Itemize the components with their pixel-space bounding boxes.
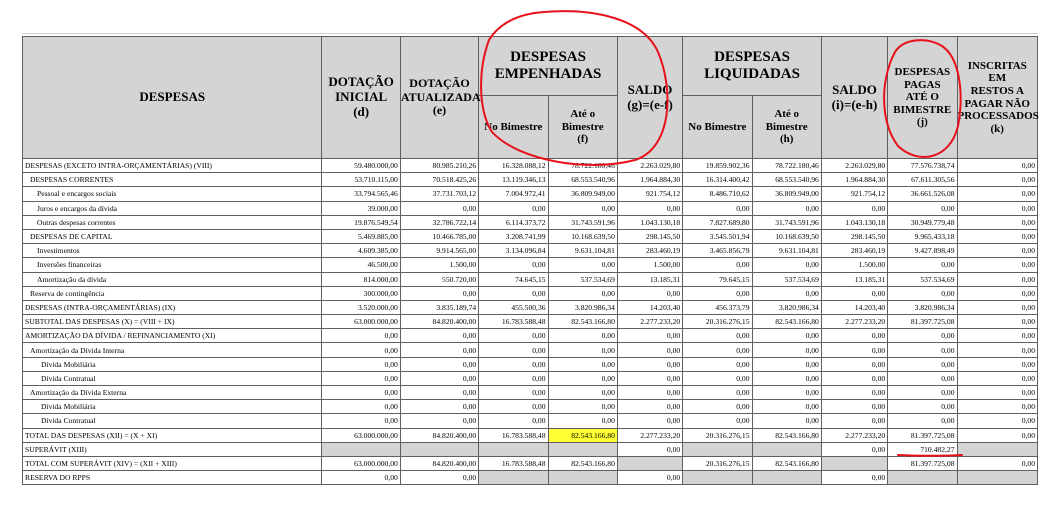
row-label: Outras despesas correntes [23, 215, 322, 229]
cell-liq-ate-bimestre: 3.820.986,34 [752, 300, 821, 314]
cell-liq-ate-bimestre: 0,00 [752, 400, 821, 414]
row-label: Pessoal e encargos sociais [23, 187, 322, 201]
cell-pagas: 77.576.738,74 [888, 159, 957, 173]
cell-saldo-g: 921.754,12 [617, 187, 682, 201]
cell-emp-no-bimestre: 0,00 [479, 386, 548, 400]
cell-emp-no-bimestre: 3.134.096,84 [479, 244, 548, 258]
cell-dotacao-inicial: 0,00 [322, 329, 400, 343]
header-liq-no-bimestre: No Bimestre [683, 96, 752, 159]
cell-pagas: 0,00 [888, 201, 957, 215]
cell-dotacao-atualizada: 84.820.400,00 [400, 315, 478, 329]
cell-liq-ate-bimestre: 68.553.540,96 [752, 173, 821, 187]
cell-dotacao-atualizada: 32.786.722,14 [400, 215, 478, 229]
cell-dotacao-atualizada: 80.985.210,26 [400, 159, 478, 173]
row-label: TOTAL DAS DESPESAS (XII) = (X + XI) [23, 428, 322, 442]
cell-liq-no-bimestre: 8.486.710,62 [683, 187, 752, 201]
cell-saldo-i: 283.460,19 [821, 244, 887, 258]
cell-inscritas: 0,00 [957, 173, 1038, 187]
cell-dotacao-atualizada: 0,00 [400, 386, 478, 400]
cell-liq-no-bimestre: 7.827.689,80 [683, 215, 752, 229]
row-label: Amortização da Dívida Externa [23, 386, 322, 400]
cell-inscritas: 0,00 [957, 300, 1038, 314]
cell-emp-no-bimestre: 3.208.741,99 [479, 229, 548, 243]
row-label: Amortização da dívida [23, 272, 322, 286]
cell-dotacao-atualizada: 0,00 [400, 371, 478, 385]
cell-inscritas: 0,00 [957, 414, 1038, 428]
cell-inscritas: 0,00 [957, 329, 1038, 343]
cell-emp-no-bimestre: 16.783.588,48 [479, 315, 548, 329]
cell-liq-no-bimestre: 0,00 [683, 386, 752, 400]
cell-saldo-g: 2.277.233,20 [617, 315, 682, 329]
row-label: DESPESAS (INTRA-ORÇAMENTÁRIAS) (IX) [23, 300, 322, 314]
cell-emp-no-bimestre: 0,00 [479, 258, 548, 272]
cell-emp-no-bimestre: 0,00 [479, 414, 548, 428]
cell-dotacao-atualizada: 84.820.400,00 [400, 428, 478, 442]
row-label: SUPERÁVIT (XIII) [23, 442, 322, 456]
cell-pagas: 30.949.779,48 [888, 215, 957, 229]
table-body [23, 159, 1038, 485]
cell-saldo-i: 13.185,31 [821, 272, 887, 286]
cell-liq-ate-bimestre: 9.631.104,81 [752, 244, 821, 258]
row-label: Amortização da Dívida Interna [23, 343, 322, 357]
cell-liq-ate-bimestre: 0,00 [752, 201, 821, 215]
cell-liq-no-bimestre: 20.316.276,15 [683, 428, 752, 442]
cell-emp-ate-bimestre: 0,00 [548, 371, 617, 385]
cell-emp-no-bimestre: 13.119.346,13 [479, 173, 548, 187]
cell-emp-no-bimestre: 16.328.088,12 [479, 159, 548, 173]
cell-liq-no-bimestre [683, 471, 752, 485]
expense-table [22, 36, 1038, 485]
cell-emp-ate-bimestre: 31.743.591,96 [548, 215, 617, 229]
cell-pagas: 0,00 [888, 357, 957, 371]
top-rule [22, 33, 1038, 34]
cell-emp-ate-bimestre: 78.722.180,46 [548, 159, 617, 173]
cell-emp-no-bimestre: 74.645,15 [479, 272, 548, 286]
table-row [23, 371, 1038, 385]
cell-inscritas: 0,00 [957, 400, 1038, 414]
cell-emp-no-bimestre: 0,00 [479, 371, 548, 385]
cell-pagas: 0,00 [888, 258, 957, 272]
cell-emp-no-bimestre: 16.783.588,48 [479, 456, 548, 470]
cell-emp-ate-bimestre: 82.543.166,80 [548, 315, 617, 329]
table-row [23, 201, 1038, 215]
row-label: SUBTOTAL DAS DESPESAS (X) = (VIII + IX) [23, 315, 322, 329]
cell-inscritas: 0,00 [957, 159, 1038, 173]
cell-liq-ate-bimestre: 0,00 [752, 343, 821, 357]
cell-saldo-g: 0,00 [617, 201, 682, 215]
cell-liq-ate-bimestre: 82.543.166,80 [752, 315, 821, 329]
cell-emp-no-bimestre: 6.114.373,72 [479, 215, 548, 229]
cell-pagas: 537.534,69 [888, 272, 957, 286]
cell-dotacao-inicial: 814.000,00 [322, 272, 400, 286]
cell-dotacao-inicial: 63.000.000,00 [322, 428, 400, 442]
cell-inscritas: 0,00 [957, 315, 1038, 329]
table-row [23, 215, 1038, 229]
cell-inscritas: 0,00 [957, 428, 1038, 442]
cell-saldo-i: 0,00 [821, 414, 887, 428]
cell-dotacao-atualizada: 37.731.703,12 [400, 187, 478, 201]
cell-emp-ate-bimestre: 0,00 [548, 414, 617, 428]
header-despesas-empenhadas: DESPESAS EMPENHADAS [479, 37, 618, 96]
cell-pagas [888, 471, 957, 485]
cell-emp-no-bimestre [479, 442, 548, 456]
cell-liq-ate-bimestre: 0,00 [752, 286, 821, 300]
cell-liq-ate-bimestre [752, 442, 821, 456]
header-dotacao-atualizada: DOTAÇÃO ATUALIZADA (e) [400, 37, 478, 159]
cell-saldo-i: 2.277.233,20 [821, 428, 887, 442]
cell-liq-no-bimestre: 0,00 [683, 371, 752, 385]
table-row [23, 343, 1038, 357]
row-label: Reserva de contingência [23, 286, 322, 300]
cell-saldo-g: 0,00 [617, 329, 682, 343]
cell-emp-ate-bimestre [548, 442, 617, 456]
cell-pagas: 9.427.898,49 [888, 244, 957, 258]
cell-dotacao-inicial: 4.609.385,00 [322, 244, 400, 258]
header-emp-no-bimestre: No Bimestre [479, 96, 548, 159]
cell-dotacao-atualizada: 0,00 [400, 400, 478, 414]
cell-emp-ate-bimestre: 3.820.986,34 [548, 300, 617, 314]
cell-pagas: 36.661.526,08 [888, 187, 957, 201]
cell-saldo-i: 298.145,50 [821, 229, 887, 243]
cell-pagas: 3.820.986,34 [888, 300, 957, 314]
cell-liq-no-bimestre: 0,00 [683, 201, 752, 215]
table-row [23, 229, 1038, 243]
header-emp-ate-bimestre: Até o Bimestre (f) [548, 96, 617, 159]
table-row [23, 300, 1038, 314]
cell-inscritas: 0,00 [957, 371, 1038, 385]
cell-dotacao-atualizada: 9.914.565,00 [400, 244, 478, 258]
cell-dotacao-atualizada: 0,00 [400, 329, 478, 343]
table-row [23, 286, 1038, 300]
cell-liq-no-bimestre: 0,00 [683, 286, 752, 300]
cell-dotacao-atualizada: 0,00 [400, 286, 478, 300]
cell-dotacao-atualizada: 0,00 [400, 414, 478, 428]
table-row [23, 414, 1038, 428]
table-row [23, 357, 1038, 371]
cell-dotacao-inicial: 33.794.565,46 [322, 187, 400, 201]
cell-saldo-i: 0,00 [821, 329, 887, 343]
cell-liq-no-bimestre: 16.314.400,42 [683, 173, 752, 187]
table-row [23, 400, 1038, 414]
cell-emp-ate-bimestre: 0,00 [548, 258, 617, 272]
table-row [23, 272, 1038, 286]
cell-dotacao-inicial: 46.500,00 [322, 258, 400, 272]
cell-saldo-i: 0,00 [821, 201, 887, 215]
cell-emp-no-bimestre: 0,00 [479, 343, 548, 357]
cell-liq-ate-bimestre: 0,00 [752, 357, 821, 371]
cell-inscritas: 0,00 [957, 456, 1038, 470]
cell-saldo-g: 0,00 [617, 357, 682, 371]
cell-saldo-i: 0,00 [821, 442, 887, 456]
cell-saldo-g: 0,00 [617, 442, 682, 456]
table-row [23, 244, 1038, 258]
cell-inscritas [957, 471, 1038, 485]
table-row [23, 159, 1038, 173]
cell-liq-no-bimestre: 0,00 [683, 400, 752, 414]
cell-pagas: 0,00 [888, 329, 957, 343]
cell-dotacao-atualizada: 84.820.400,00 [400, 456, 478, 470]
cell-emp-ate-bimestre: 537.534,69 [548, 272, 617, 286]
cell-inscritas: 0,00 [957, 201, 1038, 215]
header-liq-ate-bimestre: Até o Bimestre (h) [752, 96, 821, 159]
cell-emp-ate-bimestre: 36.809.949,00 [548, 187, 617, 201]
cell-saldo-g: 0,00 [617, 414, 682, 428]
cell-dotacao-inicial: 3.520.000,00 [322, 300, 400, 314]
cell-saldo-i: 0,00 [821, 343, 887, 357]
cell-pagas: 67.611.305,56 [888, 173, 957, 187]
cell-saldo-i: 2.263.029,80 [821, 159, 887, 173]
cell-dotacao-inicial: 0,00 [322, 371, 400, 385]
header-despesas-pagas: DESPESAS PAGAS ATÉ O BIMESTRE (j) [888, 37, 957, 159]
row-label: RESERVA DO RPPS [23, 471, 322, 485]
cell-saldo-g: 0,00 [617, 400, 682, 414]
table-row [23, 315, 1038, 329]
cell-pagas: 0,00 [888, 343, 957, 357]
cell-inscritas: 0,00 [957, 258, 1038, 272]
cell-liq-ate-bimestre: 10.168.639,50 [752, 229, 821, 243]
cell-pagas: 0,00 [888, 286, 957, 300]
cell-pagas: 0,00 [888, 386, 957, 400]
cell-inscritas [957, 442, 1038, 456]
cell-emp-no-bimestre: 455.500,36 [479, 300, 548, 314]
cell-liq-no-bimestre: 20.316.276,15 [683, 315, 752, 329]
cell-liq-no-bimestre: 0,00 [683, 329, 752, 343]
cell-liq-no-bimestre: 79.645,15 [683, 272, 752, 286]
cell-dotacao-atualizada [400, 442, 478, 456]
table-row [23, 329, 1038, 343]
cell-dotacao-inicial: 0,00 [322, 343, 400, 357]
cell-saldo-i: 2.277.233,20 [821, 315, 887, 329]
cell-liq-ate-bimestre: 36.809.949,00 [752, 187, 821, 201]
table-row [23, 386, 1038, 400]
table-header [23, 37, 1038, 159]
cell-saldo-i: 1.964.884,30 [821, 173, 887, 187]
cell-dotacao-atualizada: 0,00 [400, 471, 478, 485]
cell-pagas: 81.397.725,08 [888, 456, 957, 470]
cell-inscritas: 0,00 [957, 272, 1038, 286]
cell-liq-no-bimestre: 19.859.902,36 [683, 159, 752, 173]
table-row [23, 258, 1038, 272]
cell-emp-no-bimestre [479, 471, 548, 485]
cell-liq-no-bimestre: 0,00 [683, 357, 752, 371]
table-row [23, 187, 1038, 201]
row-label: TOTAL COM SUPERÁVIT (XIV) = (XII + XIII) [23, 456, 322, 470]
row-label: Inversões financeiras [23, 258, 322, 272]
cell-emp-ate-bimestre: 68.553.540,96 [548, 173, 617, 187]
cell-dotacao-atualizada: 1.500,00 [400, 258, 478, 272]
cell-liq-no-bimestre: 3.545.501,94 [683, 229, 752, 243]
cell-pagas: 81.397.725,08 [888, 315, 957, 329]
cell-inscritas: 0,00 [957, 244, 1038, 258]
cell-liq-ate-bimestre: 0,00 [752, 371, 821, 385]
cell-emp-ate-bimestre [548, 471, 617, 485]
cell-pagas: 81.397.725,08 [888, 428, 957, 442]
header-despesas: DESPESAS [23, 37, 322, 159]
cell-emp-no-bimestre: 16.783.588,48 [479, 428, 548, 442]
table-row [23, 428, 1038, 442]
cell-emp-ate-bimestre: 0,00 [548, 329, 617, 343]
cell-inscritas: 0,00 [957, 386, 1038, 400]
cell-emp-ate-bimestre: 0,00 [548, 386, 617, 400]
cell-pagas: 0,00 [888, 414, 957, 428]
cell-liq-ate-bimestre: 82.543.166,80 [752, 456, 821, 470]
cell-dotacao-inicial: 39.000,00 [322, 201, 400, 215]
row-label: DESPESAS DE CAPITAL [23, 229, 322, 243]
cell-dotacao-inicial: 63.000.000,00 [322, 456, 400, 470]
cell-liq-no-bimestre [683, 442, 752, 456]
cell-saldo-g: 2.277.233,20 [617, 428, 682, 442]
cell-saldo-i: 0,00 [821, 371, 887, 385]
cell-emp-ate-bimestre: 0,00 [548, 201, 617, 215]
cell-emp-ate-bimestre: 0,00 [548, 357, 617, 371]
row-label: Dívida Mobiliária [23, 400, 322, 414]
cell-emp-ate-bimestre: 0,00 [548, 343, 617, 357]
cell-dotacao-inicial: 59.480.000,00 [322, 159, 400, 173]
row-label: DESPESAS (EXCETO INTRA-ORÇAMENTÁRIAS) (VIII) [23, 159, 322, 173]
cell-dotacao-atualizada: 0,00 [400, 343, 478, 357]
cell-saldo-g: 2.263.029,80 [617, 159, 682, 173]
cell-dotacao-inicial: 5.469.885,00 [322, 229, 400, 243]
cell-saldo-i [821, 456, 887, 470]
cell-saldo-i: 0,00 [821, 357, 887, 371]
cell-dotacao-inicial: 63.000.000,00 [322, 315, 400, 329]
cell-dotacao-inicial: 0,00 [322, 357, 400, 371]
header-saldo-i: SALDO (i)=(e-h) [821, 37, 887, 159]
cell-saldo-i: 0,00 [821, 400, 887, 414]
cell-dotacao-inicial: 53.710.115,00 [322, 173, 400, 187]
cell-saldo-i: 0,00 [821, 286, 887, 300]
cell-inscritas: 0,00 [957, 286, 1038, 300]
cell-dotacao-inicial: 0,00 [322, 471, 400, 485]
table-row [23, 471, 1038, 485]
cell-saldo-i: 0,00 [821, 471, 887, 485]
cell-emp-ate-bimestre: 82.543.166,80 [548, 456, 617, 470]
cell-liq-ate-bimestre: 31.743.591,96 [752, 215, 821, 229]
cell-emp-ate-bimestre: 10.168.639,50 [548, 229, 617, 243]
header-saldo-g: SALDO (g)=(e-f) [617, 37, 682, 159]
cell-dotacao-atualizada: 0,00 [400, 201, 478, 215]
cell-saldo-g: 0,00 [617, 471, 682, 485]
cell-emp-ate-bimestre: 0,00 [548, 286, 617, 300]
cell-dotacao-inicial: 0,00 [322, 386, 400, 400]
cell-pagas: 9.965.433,18 [888, 229, 957, 243]
cell-emp-ate-bimestre: 9.631.104,81 [548, 244, 617, 258]
cell-saldo-g: 0,00 [617, 386, 682, 400]
cell-pagas: 710.482,27 [888, 442, 957, 456]
cell-emp-no-bimestre: 0,00 [479, 201, 548, 215]
cell-emp-ate-bimestre: 82.543.166,80 [548, 428, 617, 442]
cell-saldo-g [617, 456, 682, 470]
cell-dotacao-atualizada: 0,00 [400, 357, 478, 371]
cell-liq-no-bimestre: 0,00 [683, 258, 752, 272]
cell-saldo-i: 0,00 [821, 386, 887, 400]
header-inscritas-restos: INSCRITAS EM RESTOS A PAGAR NÃO PROCESSADOS (k) [957, 37, 1038, 159]
cell-inscritas: 0,00 [957, 229, 1038, 243]
cell-pagas: 0,00 [888, 371, 957, 385]
cell-dotacao-inicial: 0,00 [322, 414, 400, 428]
cell-liq-no-bimestre: 456.373,79 [683, 300, 752, 314]
cell-emp-no-bimestre: 7.004.972,41 [479, 187, 548, 201]
cell-liq-no-bimestre: 20.316.276,15 [683, 456, 752, 470]
row-label: Dívida Contratual [23, 371, 322, 385]
cell-saldo-g: 1.043.130,18 [617, 215, 682, 229]
row-label: DESPESAS CORRENTES [23, 173, 322, 187]
cell-dotacao-inicial: 0,00 [322, 400, 400, 414]
row-label: Dívida Mobiliária [23, 357, 322, 371]
cell-inscritas: 0,00 [957, 187, 1038, 201]
cell-saldo-g: 298.145,50 [617, 229, 682, 243]
cell-inscritas: 0,00 [957, 343, 1038, 357]
cell-emp-no-bimestre: 0,00 [479, 286, 548, 300]
cell-liq-ate-bimestre: 82.543.166,80 [752, 428, 821, 442]
cell-saldo-g: 13.185,31 [617, 272, 682, 286]
cell-dotacao-inicial: 300.000,00 [322, 286, 400, 300]
cell-saldo-g: 1.964.884,30 [617, 173, 682, 187]
cell-liq-ate-bimestre: 0,00 [752, 258, 821, 272]
cell-saldo-i: 1.500,00 [821, 258, 887, 272]
cell-liq-ate-bimestre: 0,00 [752, 386, 821, 400]
cell-liq-ate-bimestre: 537.534,69 [752, 272, 821, 286]
cell-dotacao-inicial [322, 442, 400, 456]
expense-report-sheet [22, 36, 1038, 485]
cell-saldo-g: 0,00 [617, 286, 682, 300]
table-row [23, 456, 1038, 470]
cell-inscritas: 0,00 [957, 215, 1038, 229]
cell-dotacao-inicial: 19.876.549,54 [322, 215, 400, 229]
row-label: AMORTIZAÇÃO DA DÍVIDA / REFINANCIAMENTO (XI) [23, 329, 322, 343]
cell-saldo-g: 1.500,00 [617, 258, 682, 272]
cell-pagas: 0,00 [888, 400, 957, 414]
table-row [23, 173, 1038, 187]
cell-dotacao-atualizada: 3.835.189,74 [400, 300, 478, 314]
cell-liq-ate-bimestre: 78.722.180,46 [752, 159, 821, 173]
row-label: Dívida Contratual [23, 414, 322, 428]
cell-emp-no-bimestre: 0,00 [479, 400, 548, 414]
cell-saldo-i: 921.754,12 [821, 187, 887, 201]
cell-dotacao-atualizada: 10.466.785,00 [400, 229, 478, 243]
cell-liq-ate-bimestre: 0,00 [752, 329, 821, 343]
cell-liq-no-bimestre: 0,00 [683, 414, 752, 428]
cell-emp-ate-bimestre: 0,00 [548, 400, 617, 414]
cell-saldo-g: 0,00 [617, 371, 682, 385]
cell-emp-no-bimestre: 0,00 [479, 329, 548, 343]
cell-liq-ate-bimestre [752, 471, 821, 485]
cell-inscritas: 0,00 [957, 357, 1038, 371]
cell-liq-no-bimestre: 3.465.856,79 [683, 244, 752, 258]
cell-liq-no-bimestre: 0,00 [683, 343, 752, 357]
cell-emp-no-bimestre: 0,00 [479, 357, 548, 371]
cell-dotacao-atualizada: 550.720,00 [400, 272, 478, 286]
header-dotacao-inicial: DOTAÇÃO INICIAL (d) [322, 37, 400, 159]
cell-saldo-i: 14.203,40 [821, 300, 887, 314]
table-row [23, 442, 1038, 456]
row-label: Juros e encargos da dívida [23, 201, 322, 215]
row-label: Investimentos [23, 244, 322, 258]
cell-dotacao-atualizada: 70.518.425,26 [400, 173, 478, 187]
cell-saldo-g: 283.460,19 [617, 244, 682, 258]
cell-liq-ate-bimestre: 0,00 [752, 414, 821, 428]
cell-saldo-i: 1.043.130,18 [821, 215, 887, 229]
cell-saldo-g: 14.203,40 [617, 300, 682, 314]
header-despesas-liquidadas: DESPESAS LIQUIDADAS [683, 37, 822, 96]
cell-saldo-g: 0,00 [617, 343, 682, 357]
